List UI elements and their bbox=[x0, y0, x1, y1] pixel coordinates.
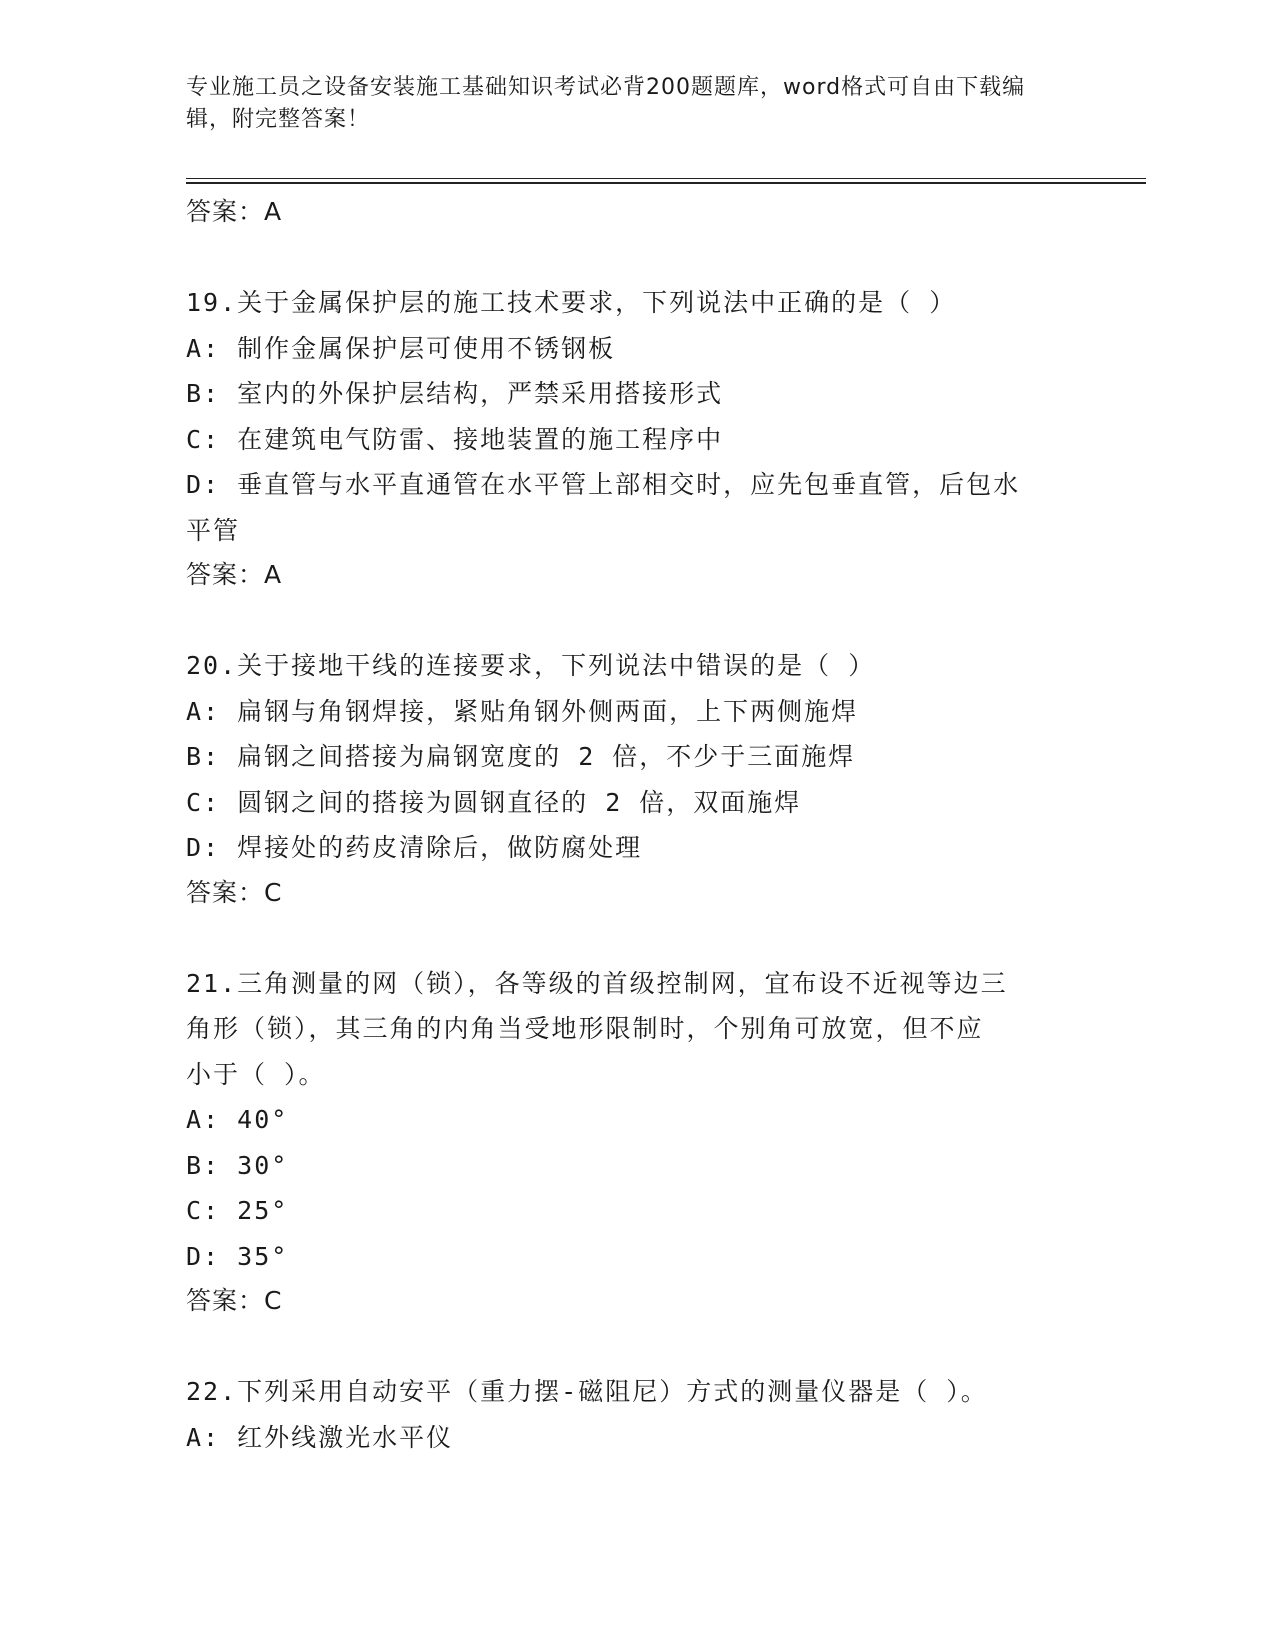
answer-line: 答案：C bbox=[186, 877, 283, 907]
question-20 bbox=[186, 643, 1086, 917]
document-header: 专业施工员之设备安装施工基础知识考试必背200题题库，word格式可自由下载编辑，附完整答案！ bbox=[186, 75, 1026, 132]
question-22 bbox=[186, 1369, 1086, 1460]
header-divider-top bbox=[186, 178, 1146, 179]
option-b: B: 室内的外保护层结构，严禁采用搭接形式 bbox=[186, 379, 724, 408]
question-text: 22.下列采用自动安平（重力摆-磁阻尼）方式的测量仪器是（ ）。 bbox=[186, 1377, 988, 1406]
option-d: D: 35° bbox=[186, 1241, 289, 1271]
answer-line: 答案：A bbox=[186, 197, 283, 226]
question-text-line-3: 小于（ ）。 bbox=[186, 1059, 326, 1089]
option-d-continued: 平管 bbox=[186, 515, 241, 545]
question-21 bbox=[186, 961, 1086, 1326]
answer-line: 答案：C bbox=[186, 1286, 283, 1315]
question-text-line-2: 角形（锁），其三角的内角当受地形限制时，个别角可放宽，但不应 bbox=[186, 1014, 984, 1043]
option-b: B: 扁钢之间搭接为扁钢宽度的 2 倍，不少于三面施焊 bbox=[186, 742, 856, 771]
question-content bbox=[186, 190, 1086, 1460]
option-a: A: 40° bbox=[186, 1105, 289, 1134]
answer-line: 答案：A bbox=[186, 560, 283, 589]
option-b: B: 30° bbox=[186, 1150, 289, 1180]
option-a: A: 红外线激光水平仪 bbox=[186, 1422, 454, 1452]
option-d: D: 焊接处的药皮清除后，做防腐处理 bbox=[186, 833, 643, 862]
option-c: C: 25° bbox=[186, 1196, 289, 1225]
question-19 bbox=[186, 280, 1086, 599]
option-a: A: 扁钢与角钢焊接，紧贴角钢外侧两面，上下两侧施焊 bbox=[186, 696, 859, 726]
option-c: C: 在建筑电气防雷、接地装置的施工程序中 bbox=[186, 424, 724, 454]
question-text-line-1: 21.三角测量的网（锁），各等级的首级控制网，宜布设不近视等边三 bbox=[186, 968, 1008, 998]
option-c: C: 圆钢之间的搭接为圆钢直径的 2 倍，双面施焊 bbox=[186, 787, 802, 817]
question-text: 20.关于接地干线的连接要求，下列说法中错误的是（ ） bbox=[186, 651, 876, 680]
question-text: 19.关于金属保护层的施工技术要求，下列说法中正确的是（ ） bbox=[186, 288, 957, 317]
header-divider-bottom bbox=[186, 182, 1146, 184]
option-a: A: 制作金属保护层可使用不锈钢板 bbox=[186, 333, 616, 363]
option-d: D: 垂直管与水平直通管在水平管上部相交时，应先包垂直管，后包水 bbox=[186, 470, 1021, 499]
